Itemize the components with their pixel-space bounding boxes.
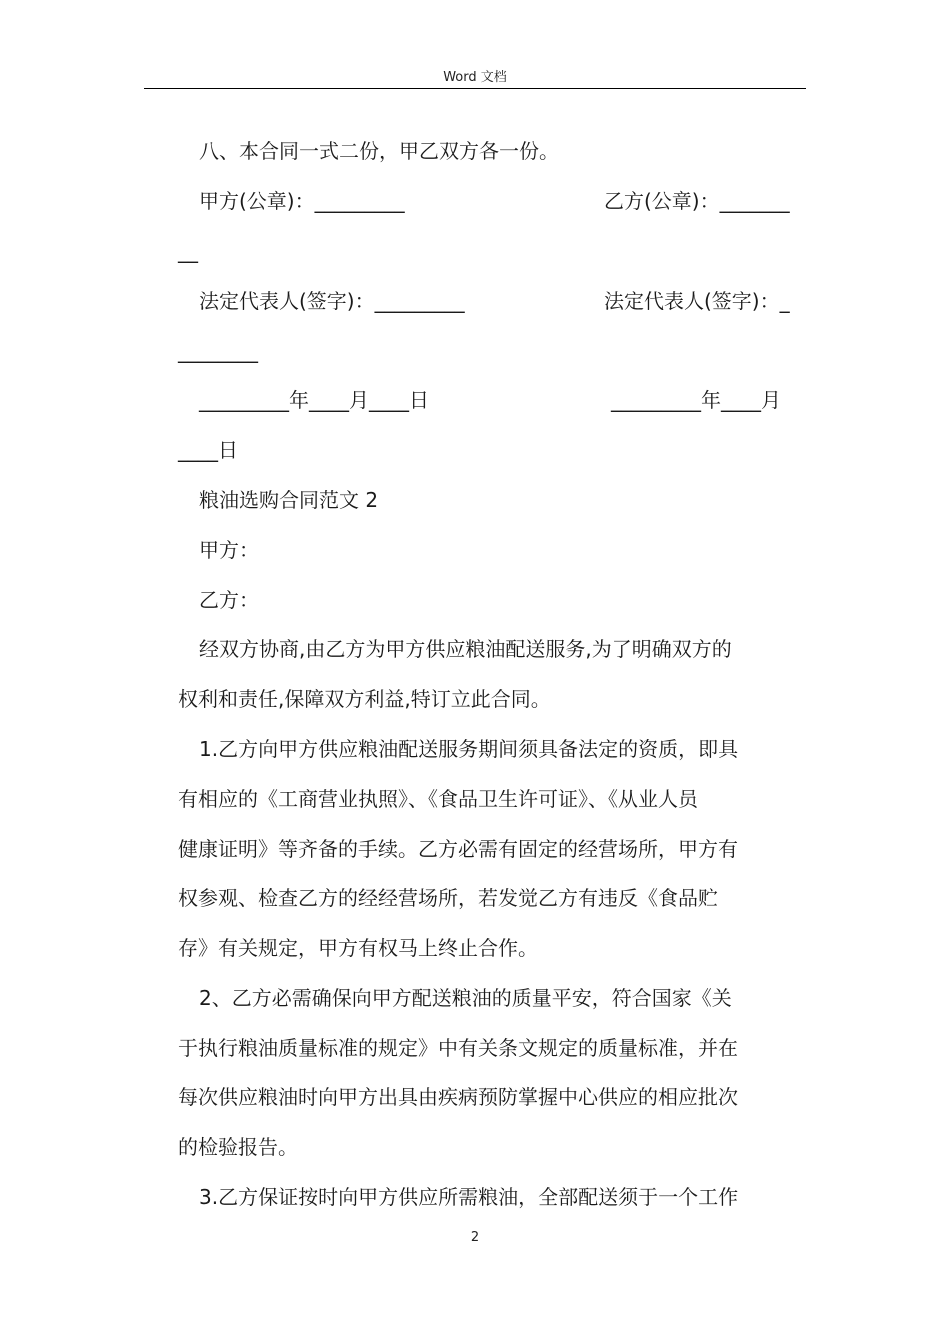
party-b-representative-line-cont: ________ — [178, 339, 258, 363]
item-1-line: 有相应的《工商营业执照》、《食品卫生许可证》、《从业人员 — [178, 787, 698, 811]
intro-paragraph-line: 经双方协商,由乙方为甲方供应粮油配送服务,为了明确双方的 — [199, 637, 732, 661]
item-1-line: 健康证明》等齐备的手续。乙方必需有固定的经营场所，甲方有 — [178, 837, 738, 861]
item-1-line: 1.乙方向甲方供应粮油配送服务期间须具备法定的资质，即具 — [199, 737, 739, 761]
item-1-line: 权参观、检查乙方的经经营场所，若发觉乙方有违反《食品贮 — [178, 886, 718, 910]
party-a-date-line: _________年____月____日 — [199, 388, 429, 412]
party-b-seal-line-cont: __ — [178, 239, 198, 263]
page-number: 2 — [470, 1230, 480, 1245]
party-b-date-line: _________年____月 — [611, 388, 781, 412]
item-3-line: 3.乙方保证按时向甲方供应所需粮油，全部配送须于一个工作 — [199, 1185, 739, 1209]
clause-eight: 八、本合同一式二份，甲乙双方各一份。 — [199, 139, 559, 163]
party-b-label: 乙方： — [199, 588, 259, 612]
item-2-line: 2、乙方必需确保向甲方配送粮油的质量平安，符合国家《关 — [199, 986, 732, 1010]
party-a-representative-line: 法定代表人(签字)：_________ — [199, 289, 465, 313]
item-2-line: 于执行粮油质量标准的规定》中有关条文规定的质量标准，并在 — [178, 1036, 738, 1060]
party-a-seal-line: 甲方(公章)：_________ — [199, 189, 405, 213]
item-2-line: 每次供应粮油时向甲方出具由疾病预防掌握中心供应的相应批次 — [178, 1085, 738, 1109]
intro-paragraph-line: 权利和责任,保障双方利益,特订立此合同。 — [178, 687, 551, 711]
party-b-seal-line: 乙方(公章)：_______ — [604, 189, 790, 213]
party-b-date-line-cont: ____日 — [178, 438, 238, 462]
page-header-title: Word 文档 — [443, 70, 507, 85]
item-1-line: 存》有关规定，甲方有权马上终止合作。 — [178, 936, 538, 960]
header-divider — [144, 88, 806, 89]
party-a-label: 甲方： — [199, 538, 259, 562]
item-2-line: 的检验报告。 — [178, 1135, 298, 1159]
contract-title: 粮油选购合同范文 2 — [199, 488, 379, 512]
party-b-representative-line: 法定代表人(签字)：_ — [604, 289, 790, 313]
